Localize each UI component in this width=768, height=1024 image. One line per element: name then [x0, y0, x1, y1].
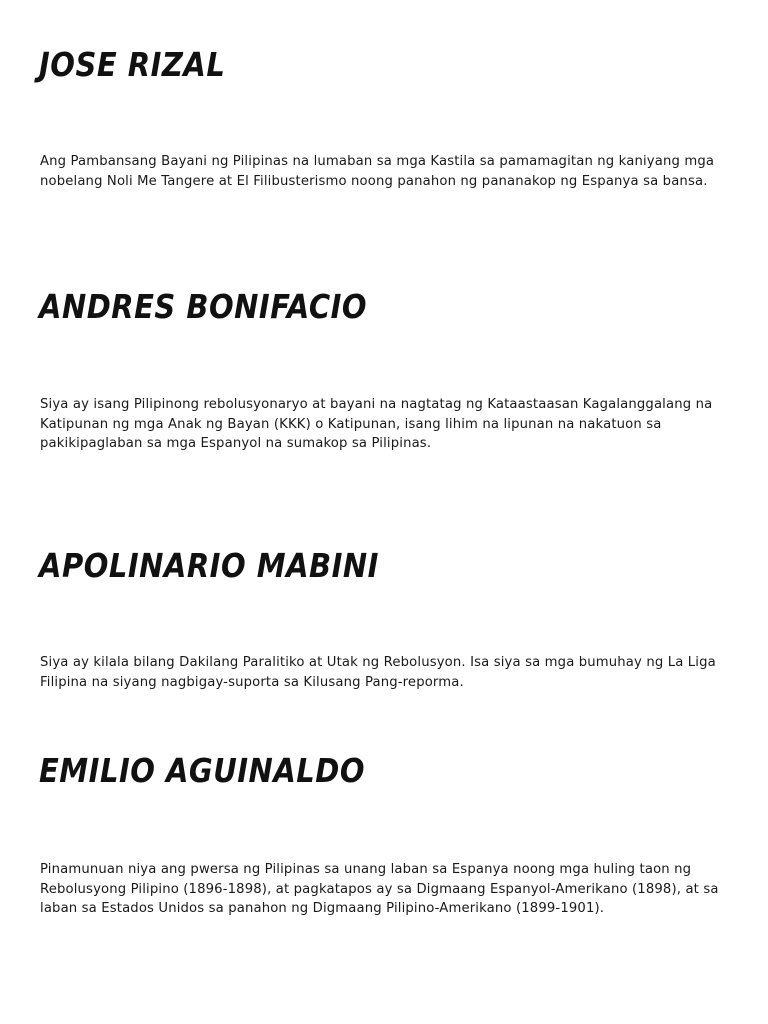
section-heading-emilio-aguinaldo: EMILIO AGUINALDO: [39, 752, 365, 791]
section-heading-jose-rizal: JOSE RIZAL: [39, 46, 226, 85]
section-heading-andres-bonifacio: ANDRES BONIFACIO: [39, 288, 368, 327]
section-body-jose-rizal: Ang Pambansang Bayani ng Pilipinas na lumaban sa mga Kastila sa pamamagitan ng kaniyang mga nobelang Noli Me Tangere at El Filibusterismo noong panahon ng pananakop ng Espanya sa bansa.: [40, 154, 715, 189]
section-body-emilio-aguinaldo: Pinamunuan niya ang pwersa ng Pilipinas sa unang laban sa Espanya noong mga huling taon ng Rebolusyong Pilipino (1896-1898), at pagkatapos ay sa Digmaang Espanyol-Amerikano (1898), at sa laban sa Estados Unidos sa panahon ng Digmaang Pilipino-Amerikano (1899-1901).: [40, 862, 719, 917]
section-body-andres-bonifacio: Siya ay isang Pilipinong rebolusyonaryo at bayani na nagtatag ng Kataastaasan Kagalanggalang na Katipunan ng mga Anak ng Bayan (KKK) o Katipunan, isang lihim na lipunan na nakatuon sa pakikipaglaban sa mga Espanyol na sumakop sa Pilipinas.: [40, 397, 713, 452]
section-heading-apolinario-mabini: APOLINARIO MABINI: [39, 547, 379, 586]
section-body-apolinario-mabini: Siya ay kilala bilang Dakilang Paralitiko at Utak ng Rebolusyon. Isa siya sa mga bumuhay ng La Liga Filipina na siyang nagbigay-suporta sa Kilusang Pang-reporma.: [40, 655, 716, 690]
